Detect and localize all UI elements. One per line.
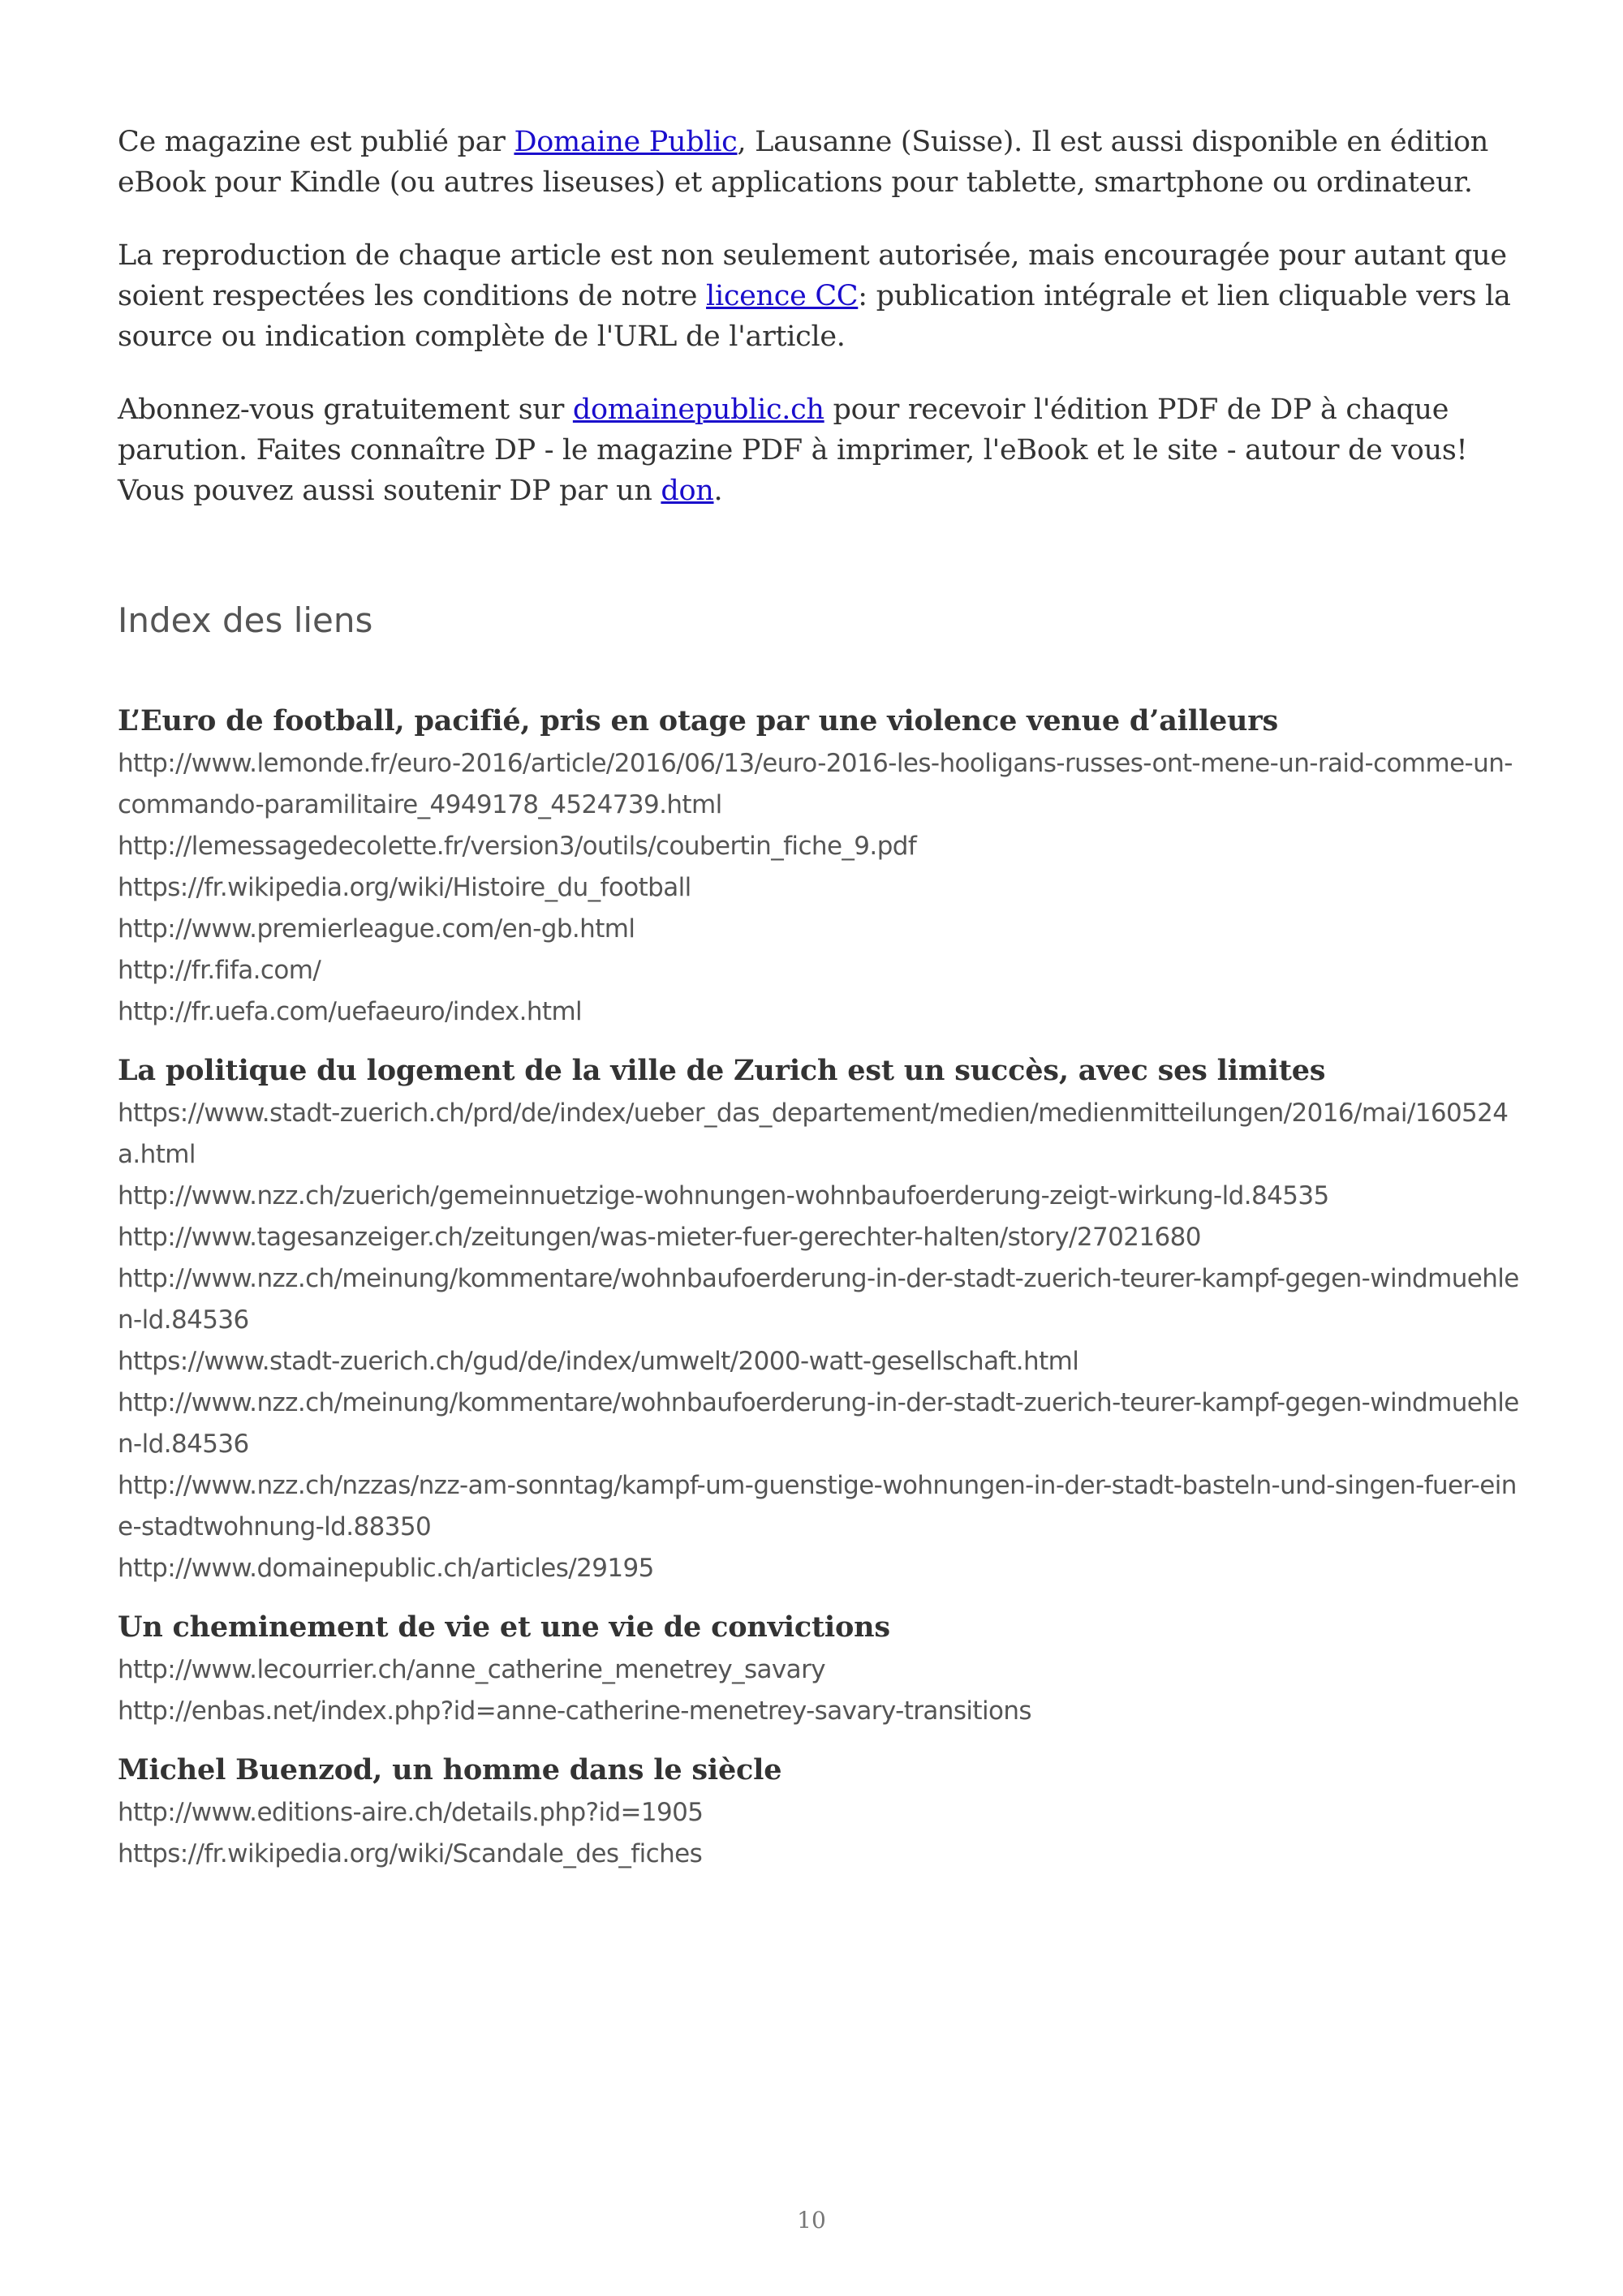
index-section	[118, 1607, 1522, 1732]
don-link[interactable]: don	[661, 475, 714, 507]
index-link[interactable]: http://www.nzz.ch/nzzas/nzz-am-sonntag/kampf-um-guenstige-wohnungen-in-der-stadt-basteln-und-singen-fuer-eine-stadtwohnung-ld.88350	[118, 1471, 1517, 1541]
index-link[interactable]: https://fr.wikipedia.org/wiki/Histoire_du_football	[118, 873, 691, 902]
index-link[interactable]: http://lemessagedecolette.fr/version3/outils/coubertin_fiche_9.pdf	[118, 832, 917, 861]
index-link[interactable]: http://www.lemonde.fr/euro-2016/article/2016/06/13/euro-2016-les-hooligans-russes-ont-mene-un-raid-comme-un-commando-paramilitaire_4949178_4524739.html	[118, 749, 1513, 819]
page-number: 10	[797, 2207, 826, 2234]
intro-text: : publication intégrale et lien cliquable vers la source ou indication complète de l'URL de l'article.	[118, 280, 1511, 353]
index-link[interactable]: http://www.domainepublic.ch/articles/29195	[118, 1554, 654, 1583]
index-title: Index des liens	[118, 600, 373, 640]
intro	[118, 122, 1522, 511]
intro-text: pour recevoir l'édition PDF de DP à chaque parution. Faites connaître DP - le magazine PDF à imprimer, l'eBook et le site - autour de vous! Vous pouvez aussi soutenir DP par un	[118, 393, 1468, 507]
index-link[interactable]: http://www.tagesanzeiger.ch/zeitungen/was-mieter-fuer-gerechter-halten/story/27021680	[118, 1223, 1201, 1252]
intro-paragraph-publisher	[118, 122, 1522, 203]
index-link[interactable]: http://enbas.net/index.php?id=anne-catherine-menetrey-savary-transitions	[118, 1696, 1031, 1726]
section-title: L’Euro de football, pacifié, pris en otage par une violence venue d’ailleurs	[118, 704, 1279, 737]
intro-text: , Lausanne (Suisse). Il est aussi disponible en édition eBook pour Kindle (ou autres liseuses) et applications pour tablette, smartphone ou ordinateur.	[118, 126, 1488, 199]
index-link[interactable]: https://fr.wikipedia.org/wiki/Scandale_des_fiches	[118, 1839, 703, 1868]
index-link[interactable]: https://www.stadt-zuerich.ch/prd/de/index/ueber_das_departement/medien/medienmitteilungen/2016/mai/160524a.html	[118, 1099, 1509, 1169]
index-section	[118, 1051, 1522, 1589]
index-link[interactable]: http://www.editions-aire.ch/details.php?id=1905	[118, 1798, 704, 1827]
link-index	[118, 701, 1522, 1875]
domainepublic-link[interactable]: domainepublic.ch	[572, 393, 824, 426]
index-link[interactable]: http://www.nzz.ch/meinung/kommentare/wohnbaufoerderung-in-der-stadt-zuerich-teurer-kampf-gegen-windmuehlen-ld.84536	[118, 1388, 1519, 1459]
index-link[interactable]: http://fr.uefa.com/uefaeuro/index.html	[118, 997, 583, 1026]
index-section	[118, 1750, 1522, 1875]
index-link[interactable]: http://www.nzz.ch/zuerich/gemeinnuetzige-wohnungen-wohnbaufoerderung-zeigt-wirkung-ld.84535	[118, 1181, 1329, 1210]
intro-text: La reproduction de chaque article est non seulement autorisée, mais encouragée pour autant que soient respectées les conditions de notre	[118, 239, 1507, 312]
intro-paragraph-subscribe	[118, 389, 1522, 511]
section-title: La politique du logement de la ville de Zurich est un succès, avec ses limites	[118, 1054, 1326, 1087]
document-page	[118, 122, 1522, 1893]
section-title: Michel Buenzod, un homme dans le siècle	[118, 1753, 782, 1786]
index-link[interactable]: http://www.lecourrier.ch/anne_catherine_menetrey_savary	[118, 1655, 825, 1684]
domaine-public-link[interactable]: Domaine Public	[514, 126, 738, 158]
intro-paragraph-license	[118, 235, 1522, 357]
intro-text: Ce magazine est publié par	[118, 126, 514, 158]
index-link[interactable]: http://fr.fifa.com/	[118, 956, 321, 985]
index-link[interactable]: https://www.stadt-zuerich.ch/gud/de/index/umwelt/2000-watt-gesellschaft.html	[118, 1347, 1079, 1376]
index-section	[118, 701, 1522, 1033]
intro-text: Abonnez-vous gratuitement sur	[118, 393, 573, 426]
section-title: Un cheminement de vie et une vie de convictions	[118, 1610, 890, 1644]
intro-text: .	[713, 475, 723, 507]
licence-cc-link[interactable]: licence CC	[706, 280, 859, 312]
index-link[interactable]: http://www.premierleague.com/en-gb.html	[118, 914, 635, 944]
index-link[interactable]: http://www.nzz.ch/meinung/kommentare/wohnbaufoerderung-in-der-stadt-zuerich-teurer-kampf-gegen-windmuehlen-ld.84536	[118, 1264, 1519, 1335]
